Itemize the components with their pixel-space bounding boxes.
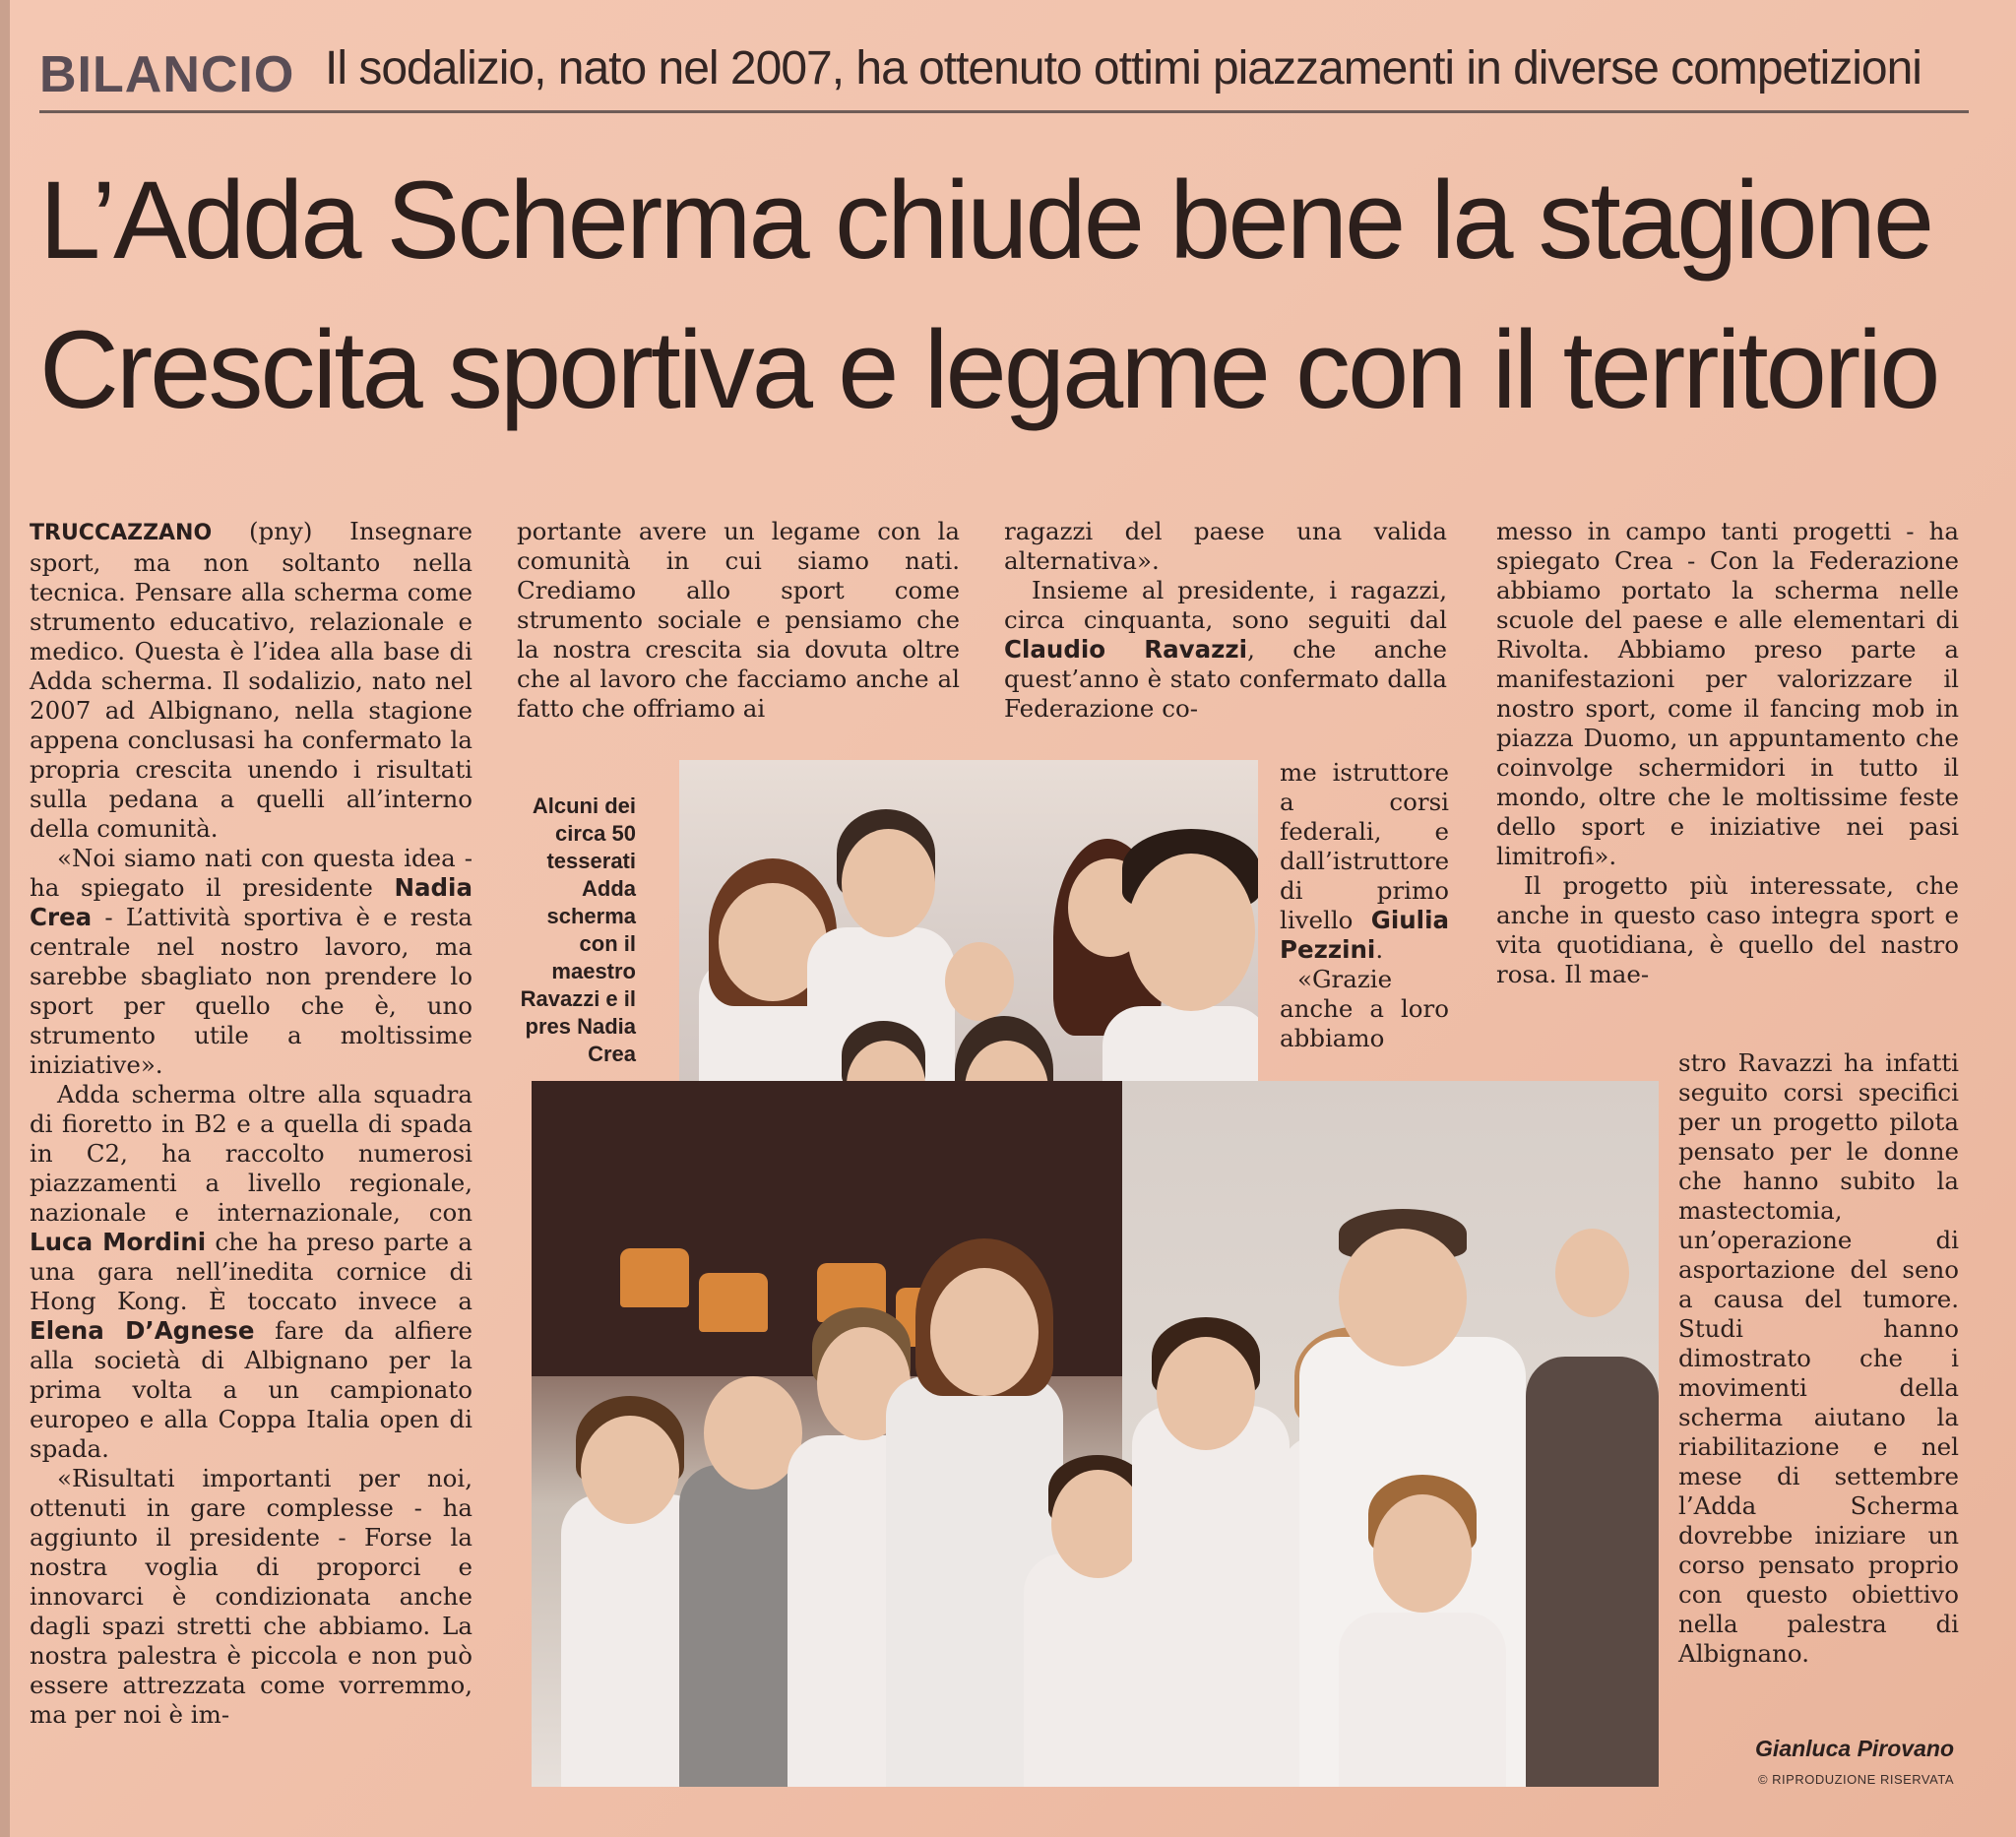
paragraph-text: portante avere un legame con la comunità in cui siamo nati. Crediamo allo sport come strumento sociale e pensiamo che la nostra crescita sia dovuta oltre che al lavoro che facciamo anche al fatto che offriamo ai [517, 517, 960, 723]
paragraph-text: me istruttore a corsi federali, e dall’istruttore di primo livello [1280, 758, 1450, 934]
photo-caption: Alcuni dei circa 50 tesserati Adda scherma con il maestro Ravazzi e il pres Nadia Crea [520, 793, 636, 1066]
headline-line-2: Crescita sportiva e legame con il territorio [39, 308, 1938, 431]
paragraph-text: «Noi siamo nati con questa idea - ha spiegato il presidente [30, 844, 472, 902]
photo-figure [1526, 1357, 1659, 1787]
article-column-2 [517, 517, 960, 733]
copyright-notice: © RIPRODUZIONE RISERVATA [1757, 1772, 1954, 1787]
article-column-3-continued [1280, 758, 1449, 1053]
paragraph-text: fare da alfiere alla società di Albignano per la prima volta a un campionato europeo e alla Coppa Italia open di spada. [30, 1316, 473, 1463]
paragraph-text: «Risultati importanti per noi, ottenuti in gare complesse - ha aggiunto il presidente - Forse la nostra voglia di proporci e innovarci è condizionata anche dagli spazi stretti che abbiamo. La nostra palestra è piccola e non può essere attrezzata come vorremmo, ma per noi è im- [30, 1464, 472, 1729]
paragraph [30, 1464, 472, 1730]
photo-figure [945, 942, 1014, 1021]
article-column-3 [1004, 517, 1447, 763]
paragraph-text: messo in campo tanti progetti - ha spiegato Crea - Con la Federazione abbiamo portato la scherma nelle scuole del paese e alle elementari di Rivolta. Abbiamo preso parte a manifestazioni per valorizzare il nostro sport, come il fancing mob in piazza Duomo, un appuntamento che coinvolge schermidori in tutto il mondo, oltre che le moltissime feste dello sport e iniziative nei pasi limitrofi». [1496, 517, 1959, 870]
byline: Gianluca Pirovano [1755, 1736, 1954, 1761]
photo-figure [1555, 1229, 1629, 1317]
photo-figure [581, 1416, 679, 1524]
paragraph-text: Insieme al presidente, i ragazzi, circa cinquanta, sono seguiti dal [1004, 576, 1447, 634]
paragraph-text: . [1375, 935, 1384, 964]
photo-figure [1339, 1229, 1467, 1366]
article-column-4-continued [1678, 1048, 1959, 1669]
paragraph-text: ragazzi del paese una valida alternativa». [1004, 517, 1447, 575]
photo-figure [1127, 854, 1255, 1011]
person-name: Giulia Pezzini [1280, 906, 1449, 964]
paragraph [30, 844, 472, 1080]
kicker-text: Il sodalizio, nato nel 2007, ha ottenuto ottimi piazzamenti in diverse competizioni [325, 42, 1922, 95]
article-column-1 [30, 517, 472, 1787]
paragraph [1004, 576, 1447, 724]
kicker [39, 37, 1969, 106]
photo-figure [1157, 1337, 1255, 1450]
photo-chair [699, 1273, 768, 1332]
photo-chair [620, 1248, 689, 1307]
person-name: Nadia Crea [30, 873, 472, 931]
headline-line-1: L’Adda Scherma chiude bene la stagione [39, 158, 1932, 282]
photo-figure [1132, 1406, 1290, 1787]
paragraph-text: - L’attività sportiva è e resta centrale nel nostro lavoro, ma sarebbe sbagliato non prendere lo sport per quello che è, uno strumento utile a moltissime iniziative». [30, 903, 472, 1079]
paragraph [30, 517, 472, 844]
person-name: Luca Mordini [30, 1228, 207, 1256]
kicker-rule [39, 110, 1969, 113]
team-group-photo [532, 1081, 1659, 1787]
person-name: Claudio Ravazzi [1004, 635, 1248, 664]
paragraph [30, 1080, 472, 1464]
article-column-4 [1496, 517, 1959, 1029]
paragraph-text: che ha preso parte a una gara nell’inedita cornice di Hong Kong. È toccato invece a [30, 1228, 472, 1315]
page-edge [0, 0, 10, 1837]
photo-figure [1051, 1470, 1145, 1578]
person-name: Elena D’Agnese [30, 1316, 255, 1345]
paragraph-text: «Grazie anche a loro abbiamo [1280, 965, 1449, 1052]
photo-figure [1373, 1494, 1472, 1613]
photo-figure [842, 829, 935, 937]
photo-figure [1339, 1613, 1506, 1787]
photo-figure [930, 1268, 1039, 1396]
paragraph-text: stro Ravazzi ha infatti seguito corsi specifici per un progetto pilota pensato per le donne che hanno subito la mastectomia, un’operazione di asportazione del seno a causa del tumore. Studi hanno dimostrato che i movimenti della scherma aiutano la riabilitazione e nel mese di settembre l’Adda Scherma dovrebbe iniziare un corso pensato proprio con questo obiettivo nella palestra di Albignano. [1678, 1048, 1959, 1668]
dateline: TRUCCAZZANO [30, 521, 213, 545]
paragraph-text: (pny) Insegnare sport, ma non soltanto nella tecnica. Pensare alla scherma come strumento educativo, relazionale e medico. Questa è l’idea alla base di Adda scherma. Il sodalizio, nato nel 2007 ad Albignano, nella stagione appena conclusasi ha confermato la propria crescita unendo i risultati sulla pedana a quelli all’interno della comunità. [30, 517, 472, 843]
paragraph-text: , che anche quest’anno è stato confermato dalla Federazione co- [1004, 635, 1447, 723]
paragraph [1280, 758, 1449, 965]
paragraph-text: Adda scherma oltre alla squadra di fioretto in B2 e a quella di spada in C2, ha raccolto numerosi piazzamenti a livello regionale, nazionale e internazionale, con [30, 1080, 472, 1227]
section-tag: BILANCIO [39, 46, 295, 103]
paragraph-text: Il progetto più interessate, che anche in questo caso integra sport e vita quotidiana, è quello del nastro rosa. Il mae- [1496, 871, 1959, 988]
